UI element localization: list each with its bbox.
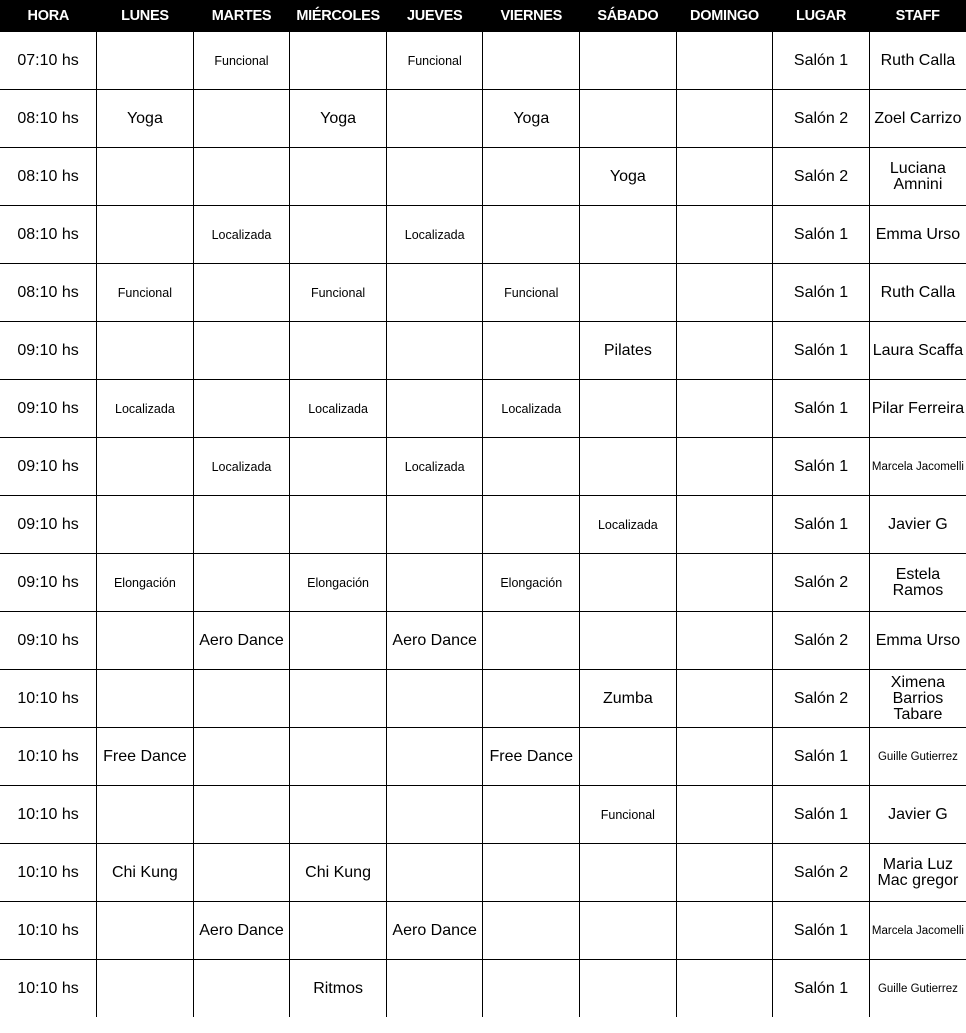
cell-viernes (483, 786, 580, 844)
table-row (0, 612, 966, 670)
table-row (0, 728, 966, 786)
cell-lunes (97, 322, 194, 380)
cell-hora: 07:10 hs (0, 32, 97, 90)
cell-lugar: Salón 2 (773, 554, 870, 612)
cell-lunes: Localizada (97, 380, 194, 438)
cell-domingo (676, 612, 773, 670)
cell-domingo (676, 496, 773, 554)
cell-martes (193, 322, 290, 380)
cell-domingo (676, 844, 773, 902)
cell-viernes (483, 438, 580, 496)
cell-martes (193, 380, 290, 438)
cell-viernes: Free Dance (483, 728, 580, 786)
table-row (0, 264, 966, 322)
table-row (0, 786, 966, 844)
cell-jueves (386, 322, 483, 380)
cell-lugar: Salón 1 (773, 322, 870, 380)
cell-viernes (483, 844, 580, 902)
cell-viernes (483, 612, 580, 670)
cell-miercoles (290, 206, 387, 264)
cell-domingo (676, 322, 773, 380)
cell-domingo (676, 728, 773, 786)
cell-lunes (97, 612, 194, 670)
cell-lunes (97, 670, 194, 728)
cell-staff: Pilar Ferreira (869, 380, 966, 438)
cell-martes (193, 148, 290, 206)
cell-jueves (386, 670, 483, 728)
cell-domingo (676, 90, 773, 148)
cell-martes (193, 90, 290, 148)
header-staff: STAFF (869, 0, 966, 32)
cell-staff: Luciana Amnini (869, 148, 966, 206)
table-row (0, 902, 966, 960)
cell-hora: 08:10 hs (0, 206, 97, 264)
cell-staff: Ximena Barrios Tabare (869, 670, 966, 728)
cell-staff: Laura Scaffa (869, 322, 966, 380)
cell-staff: Javier G (869, 786, 966, 844)
cell-sabado (580, 438, 677, 496)
cell-martes: Aero Dance (193, 902, 290, 960)
schedule-body (0, 32, 966, 1018)
cell-hora: 10:10 hs (0, 960, 97, 1018)
cell-lugar: Salón 2 (773, 148, 870, 206)
cell-jueves (386, 90, 483, 148)
cell-lugar: Salón 1 (773, 786, 870, 844)
cell-viernes: Funcional (483, 264, 580, 322)
header-miercoles: MIÉRCOLES (290, 0, 387, 32)
cell-martes (193, 496, 290, 554)
table-row (0, 844, 966, 902)
cell-lunes (97, 148, 194, 206)
cell-lugar: Salón 2 (773, 90, 870, 148)
cell-miercoles (290, 32, 387, 90)
cell-miercoles (290, 902, 387, 960)
header-lunes: LUNES (97, 0, 194, 32)
table-row (0, 960, 966, 1018)
cell-lunes (97, 496, 194, 554)
cell-domingo (676, 380, 773, 438)
header-lugar: LUGAR (773, 0, 870, 32)
table-row (0, 206, 966, 264)
cell-lunes: Elongación (97, 554, 194, 612)
table-row (0, 438, 966, 496)
cell-martes (193, 670, 290, 728)
cell-staff: Ruth Calla (869, 32, 966, 90)
cell-viernes (483, 670, 580, 728)
header-domingo: DOMINGO (676, 0, 773, 32)
cell-staff: Guille Gutierrez (869, 960, 966, 1018)
table-row (0, 380, 966, 438)
cell-miercoles (290, 612, 387, 670)
table-row (0, 32, 966, 90)
cell-jueves: Aero Dance (386, 612, 483, 670)
cell-lugar: Salón 1 (773, 206, 870, 264)
header-martes: MARTES (193, 0, 290, 32)
header-viernes: VIERNES (483, 0, 580, 32)
cell-martes (193, 554, 290, 612)
cell-hora: 09:10 hs (0, 380, 97, 438)
cell-sabado (580, 960, 677, 1018)
cell-hora: 10:10 hs (0, 728, 97, 786)
cell-jueves (386, 786, 483, 844)
cell-sabado: Pilates (580, 322, 677, 380)
cell-lunes: Funcional (97, 264, 194, 322)
cell-hora: 09:10 hs (0, 612, 97, 670)
cell-viernes: Localizada (483, 380, 580, 438)
cell-lunes: Chi Kung (97, 844, 194, 902)
cell-viernes: Elongación (483, 554, 580, 612)
header-hora: HORA (0, 0, 97, 32)
header-row (0, 0, 966, 32)
cell-miercoles (290, 728, 387, 786)
cell-domingo (676, 32, 773, 90)
cell-domingo (676, 148, 773, 206)
cell-staff: Estela Ramos (869, 554, 966, 612)
cell-viernes (483, 960, 580, 1018)
table-row (0, 322, 966, 380)
cell-miercoles (290, 438, 387, 496)
cell-sabado (580, 32, 677, 90)
cell-viernes: Yoga (483, 90, 580, 148)
cell-jueves (386, 496, 483, 554)
cell-lugar: Salón 1 (773, 496, 870, 554)
cell-martes: Localizada (193, 206, 290, 264)
cell-domingo (676, 206, 773, 264)
cell-staff: Ruth Calla (869, 264, 966, 322)
cell-lunes (97, 32, 194, 90)
cell-lunes (97, 786, 194, 844)
cell-miercoles (290, 786, 387, 844)
cell-sabado: Zumba (580, 670, 677, 728)
cell-viernes (483, 322, 580, 380)
header-sabado: SÁBADO (580, 0, 677, 32)
cell-miercoles: Localizada (290, 380, 387, 438)
cell-martes: Localizada (193, 438, 290, 496)
cell-domingo (676, 438, 773, 496)
cell-lunes (97, 902, 194, 960)
cell-hora: 08:10 hs (0, 90, 97, 148)
cell-viernes (483, 32, 580, 90)
cell-jueves (386, 264, 483, 322)
cell-lugar: Salón 1 (773, 264, 870, 322)
cell-staff: Zoel Carrizo (869, 90, 966, 148)
cell-jueves: Localizada (386, 206, 483, 264)
cell-viernes (483, 148, 580, 206)
cell-hora: 08:10 hs (0, 148, 97, 206)
cell-sabado: Funcional (580, 786, 677, 844)
cell-sabado (580, 554, 677, 612)
cell-sabado (580, 90, 677, 148)
cell-lunes (97, 206, 194, 264)
cell-domingo (676, 960, 773, 1018)
table-row (0, 496, 966, 554)
cell-sabado: Yoga (580, 148, 677, 206)
cell-jueves: Localizada (386, 438, 483, 496)
cell-domingo (676, 670, 773, 728)
cell-staff: Emma Urso (869, 206, 966, 264)
cell-miercoles: Elongación (290, 554, 387, 612)
cell-miercoles: Ritmos (290, 960, 387, 1018)
cell-martes (193, 960, 290, 1018)
cell-lugar: Salón 2 (773, 612, 870, 670)
cell-lugar: Salón 1 (773, 902, 870, 960)
cell-hora: 10:10 hs (0, 670, 97, 728)
cell-lunes: Free Dance (97, 728, 194, 786)
cell-martes (193, 264, 290, 322)
cell-martes (193, 728, 290, 786)
schedule-header (0, 0, 966, 32)
cell-jueves: Funcional (386, 32, 483, 90)
cell-domingo (676, 554, 773, 612)
cell-sabado (580, 264, 677, 322)
cell-sabado (580, 612, 677, 670)
header-jueves: JUEVES (386, 0, 483, 32)
cell-viernes (483, 496, 580, 554)
cell-sabado (580, 902, 677, 960)
cell-hora: 10:10 hs (0, 844, 97, 902)
cell-lunes: Yoga (97, 90, 194, 148)
cell-jueves (386, 960, 483, 1018)
cell-sabado (580, 380, 677, 438)
table-row (0, 670, 966, 728)
cell-staff: Maria Luz Mac gregor (869, 844, 966, 902)
cell-jueves (386, 844, 483, 902)
cell-jueves (386, 554, 483, 612)
cell-jueves (386, 728, 483, 786)
cell-domingo (676, 786, 773, 844)
cell-lugar: Salón 1 (773, 728, 870, 786)
cell-staff: Guille Gutierrez (869, 728, 966, 786)
cell-hora: 10:10 hs (0, 902, 97, 960)
cell-sabado (580, 844, 677, 902)
cell-martes (193, 786, 290, 844)
cell-sabado (580, 728, 677, 786)
cell-miercoles: Yoga (290, 90, 387, 148)
cell-sabado (580, 206, 677, 264)
cell-sabado: Localizada (580, 496, 677, 554)
cell-staff: Javier G (869, 496, 966, 554)
cell-viernes (483, 206, 580, 264)
cell-lunes (97, 960, 194, 1018)
cell-miercoles: Chi Kung (290, 844, 387, 902)
cell-domingo (676, 264, 773, 322)
cell-lugar: Salón 1 (773, 32, 870, 90)
cell-hora: 09:10 hs (0, 554, 97, 612)
cell-hora: 10:10 hs (0, 786, 97, 844)
cell-miercoles (290, 148, 387, 206)
cell-jueves: Aero Dance (386, 902, 483, 960)
cell-martes: Aero Dance (193, 612, 290, 670)
cell-hora: 09:10 hs (0, 322, 97, 380)
cell-hora: 09:10 hs (0, 496, 97, 554)
cell-lunes (97, 438, 194, 496)
cell-martes (193, 844, 290, 902)
cell-martes: Funcional (193, 32, 290, 90)
cell-lugar: Salón 2 (773, 670, 870, 728)
cell-staff: Emma Urso (869, 612, 966, 670)
cell-hora: 08:10 hs (0, 264, 97, 322)
cell-domingo (676, 902, 773, 960)
cell-miercoles: Funcional (290, 264, 387, 322)
cell-jueves (386, 148, 483, 206)
table-row (0, 554, 966, 612)
cell-jueves (386, 380, 483, 438)
table-row (0, 148, 966, 206)
cell-staff: Marcela Jacomelli (869, 902, 966, 960)
cell-lugar: Salón 1 (773, 960, 870, 1018)
cell-miercoles (290, 322, 387, 380)
cell-miercoles (290, 496, 387, 554)
table-row (0, 90, 966, 148)
cell-hora: 09:10 hs (0, 438, 97, 496)
cell-viernes (483, 902, 580, 960)
cell-lugar: Salón 1 (773, 380, 870, 438)
cell-staff: Marcela Jacomelli (869, 438, 966, 496)
cell-lugar: Salón 2 (773, 844, 870, 902)
cell-lugar: Salón 1 (773, 438, 870, 496)
cell-miercoles (290, 670, 387, 728)
